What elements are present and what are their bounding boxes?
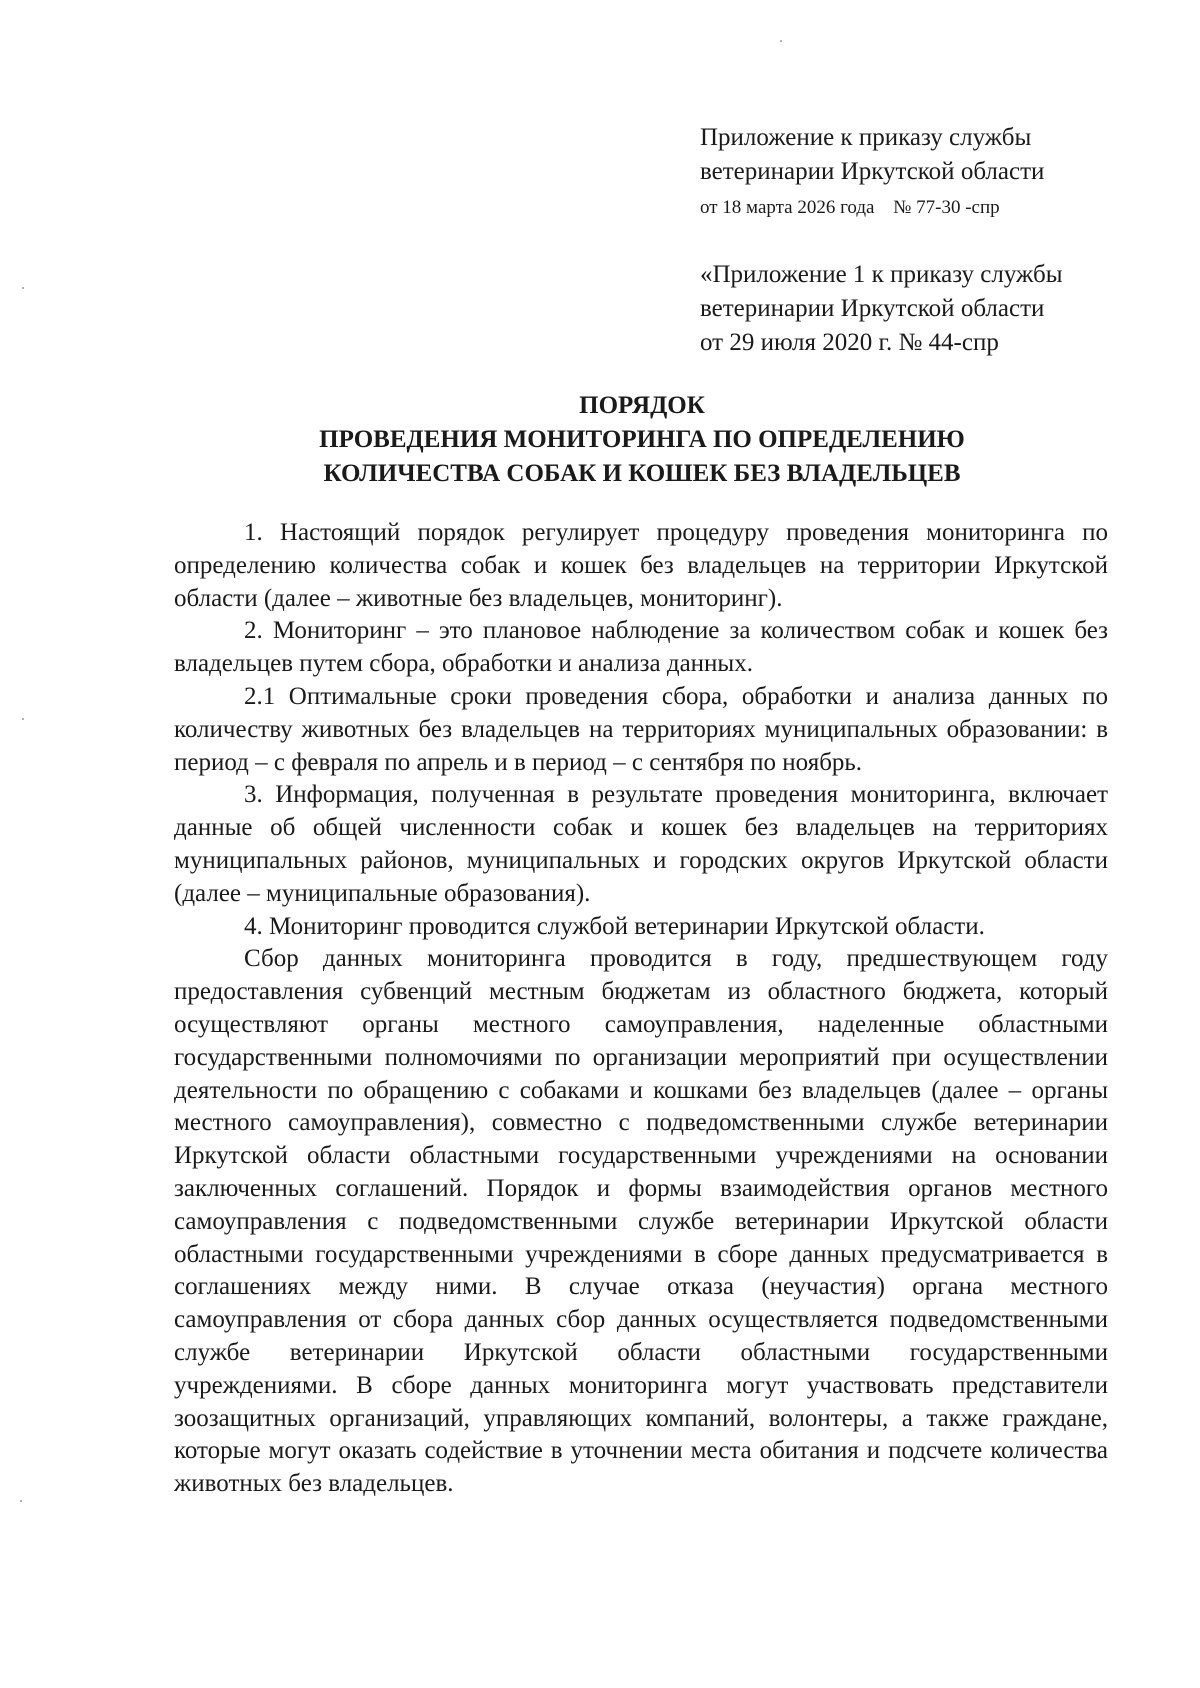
scan-speck — [22, 287, 24, 289]
scan-speck — [780, 40, 782, 42]
annex-current-line-1: Приложение к приказу службы — [700, 124, 1032, 151]
document-title — [176, 389, 1108, 491]
paragraph-2-1: 2.1 Оптимальные сроки проведения сбора, обработки и анализа данных по количеству животных без владельцев на территориях муниципальных образовании: в период – с февраля по апрель и в период – с сентября по ноябрь. — [174, 682, 1108, 776]
paragraph-5: Сбор данных мониторинга проводится в году, предшествующем году предоставления субвенций местным бюджетам из областного бюджета, который осуществляют органы местного самоуправления, наделенные областными государственными полномочиями по организации мероприятий при осуществлении деятельности по обращению с собаками и кошками без владельцев (далее – органы местного самоуправления), совместно с подведомственными службе ветеринарии Иркутской области областными государственными учреждениями на основании заключенных соглашений. Порядок и формы взаимодействия органов местного самоуправления с подведомственными службе ветеринарии Иркутской области областными государственными учреждениями в сборе данных предусматривается в соглашениях между ними. В случае отказа (неучастия) органа местного самоуправления от сбора данных сбор данных осуществляется подведомственными службе ветеринарии Иркутской области областными государственными учреждениями. В сборе данных мониторинга могут участвовать представители зоозащитных организаций, управляющих компаний, волонтеры, а также граждане, которые могут оказать содействие в уточнении места обитания и подсчете количества животных без владельцев. — [174, 945, 1108, 1498]
scan-speck — [20, 1500, 22, 1502]
paragraph-3: 3. Информация, полученная в результате проведения мониторинга, включает данные об общей численности собак и кошек без владельцев на территориях муниципальных районов, муниципальных и городских округов Иркутской области (далее – муниципальные образования). — [174, 781, 1108, 907]
document-body — [174, 517, 1108, 1501]
annex-original-line-2: ветеринарии Иркутской области — [700, 295, 1045, 322]
annex-original-line-3: от 29 июля 2020 г. № 44-спр — [700, 329, 999, 356]
annex-current-date: от 18 марта 2026 года — [700, 197, 875, 218]
annex-current-line-2: ветеринарии Иркутской области — [700, 158, 1045, 185]
title-line-3: КОЛИЧЕСТВА СОБАК И КОШЕК БЕЗ ВЛАДЕЛЬЦЕВ — [323, 460, 961, 487]
scan-speck — [22, 718, 24, 720]
paragraph-4: 4. Мониторинг проводится службой ветеринарии Иркутской области. — [244, 912, 985, 940]
annex-current-line-3 — [700, 189, 1044, 225]
annex-current-number: № 77-30 -спр — [893, 197, 1000, 218]
title-line-1: ПОРЯДОК — [579, 392, 705, 419]
annex-header-current-order — [700, 121, 1044, 225]
paragraph-2: 2. Мониторинг – это плановое наблюдение за количеством собак и кошек без владельцев путем сбора, обработки и анализа данных. — [174, 617, 1108, 678]
annex-original-line-1: «Приложение 1 к приказу службы — [700, 261, 1063, 288]
annex-header-original-order — [700, 258, 1063, 360]
title-line-2: ПРОВЕДЕНИЯ МОНИТОРИНГА ПО ОПРЕДЕЛЕНИЮ — [319, 426, 965, 453]
paragraph-1: 1. Настоящий порядок регулирует процедуру проведения мониторинга по определению количества собак и кошек без владельцев на территории Иркутской области (далее – животные без владельцев, мониторинг). — [174, 519, 1108, 612]
